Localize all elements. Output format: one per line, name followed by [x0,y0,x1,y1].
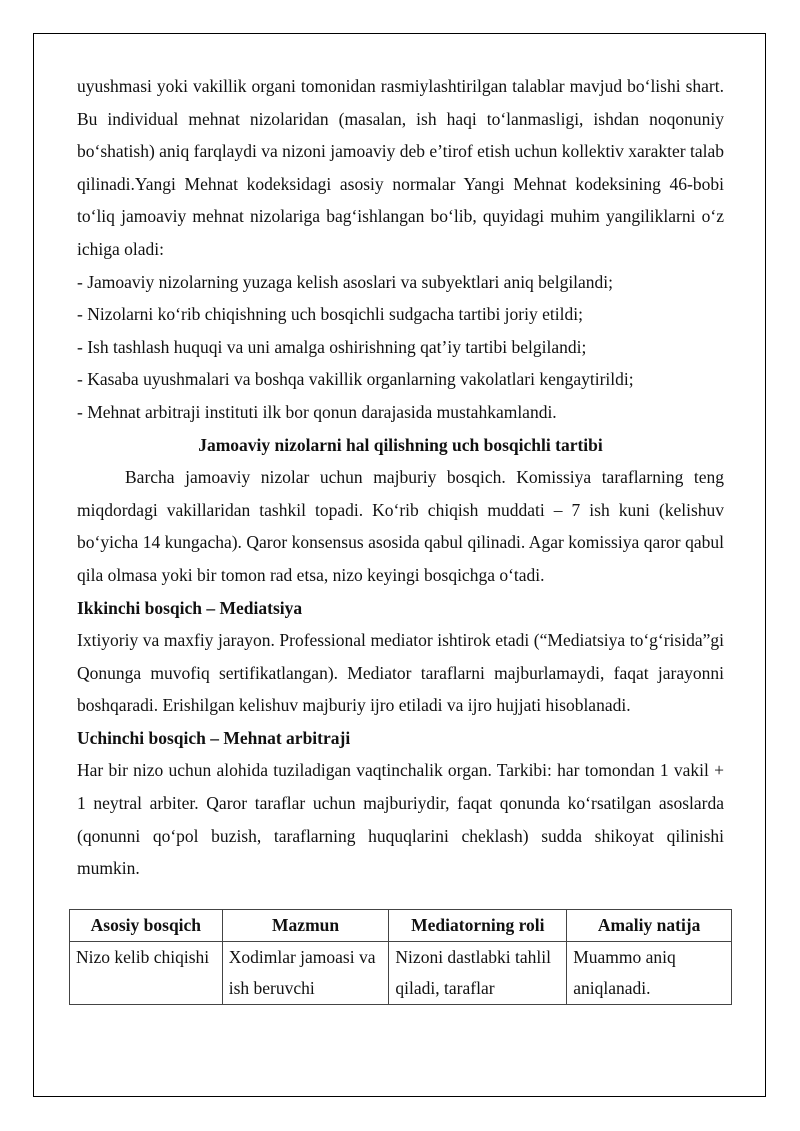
list-item: - Kasaba uyushmalari va boshqa vakillik organlarning vakolatlari kengaytirildi; [77,369,634,390]
table-cell: Muammo aniq aniqlanadi. [567,941,732,1004]
table-cell: Xodimlar jamoasi va ish beruvchi [222,941,389,1004]
stage3-heading: Uchinchi bosqich – Mehnat arbitraji [77,727,351,748]
table-header-cell: Asosiy bosqich [70,909,223,941]
table-cell: Nizo kelib chiqishi [70,941,223,1004]
table-header-cell: Amaliy natija [567,909,732,941]
intro-paragraph: uyushmasi yoki vakillik organi tomonidan rasmiylashtirilgan talablar mavjud bo‘lishi shart. Bu individual mehnat nizolaridan (masalan, ish haqi to‘lanmasligi, ishdan noqonuniy bo‘shatish) aniq farqlaydi va nizoni jamoaviy deb e’tirof etish uchun kollektiv xarakter talab qilinadi.Yangi Mehnat kodeksidagi asosiy normalar Yangi Mehnat kodeksining 46-bobi to‘liq jamoaviy mehnat nizolariga bag‘ishlangan bo‘lib, quyidagi muhim yangiliklarni o‘z ichiga oladi: [77,76,724,259]
list-item: - Ish tashlash huquqi va uni amalga oshirishning qat’iy tartibi belgilandi; [77,336,587,357]
stage2-paragraph: Ixtiyoriy va maxfiy jarayon. Professional mediator ishtirok etadi (“Mediatsiya to‘g‘risida”gi Qonunga muvofiq sertifikatlangan). Mediator taraflarni majburlamaydi, faqat jarayonni boshqaradi. Erishilgan kelishuv majburiy ijro etiladi va ijro hujjati hisoblanadi. [77,630,724,716]
document-body [77,70,724,1005]
table-cell: Nizoni dastlabki tahlil qiladi, taraflar [389,941,567,1004]
stages-table [69,909,732,1005]
stage2-heading: Ikkinchi bosqich – Mediatsiya [77,597,303,618]
list-item: - Mehnat arbitraji instituti ilk bor qonun darajasida mustahkamlandi. [77,401,557,422]
table-row [70,941,732,1004]
spacer [77,885,724,909]
table-header-cell: Mediatorning roli [389,909,567,941]
bullet-list [77,266,724,429]
table-header-cell: Mazmun [222,909,389,941]
stage3-paragraph: Har bir nizo uchun alohida tuziladigan vaqtinchalik organ. Tarkibi: har tomondan 1 vakil + 1 neytral arbiter. Qaror taraflar uchun majburiydir, faqat qonunda ko‘rsatilgan asoslarda (qonunni qo‘pol buzish, taraflarning huquqlarini cheklash) sudda shikoyat qilinishi mumkin. [77,760,724,879]
table-header-row [70,909,732,941]
section-heading: Jamoaviy nizolarni hal qilishning uch bosqichli tartibi [198,434,603,455]
list-item: - Jamoaviy nizolarning yuzaga kelish asoslari va subyektlari aniq belgilandi; [77,271,614,292]
list-item: - Nizolarni ko‘rib chiqishning uch bosqichli sudgacha tartibi joriy etildi; [77,304,583,325]
stage1-paragraph: Barcha jamoaviy nizolar uchun majburiy bosqich. Komissiya taraflarning teng miqdordagi vakillaridan tashkil topadi. Ko‘rib chiqish muddati – 7 ish kuni (kelishuv bo‘yicha 14 kungacha). Qaror konsensus asosida qabul qilinadi. Agar komissiya qaror qabul qila olmasa yoki bir tomon rad etsa, nizo keyingi bosqichga o‘tadi. [77,467,724,585]
